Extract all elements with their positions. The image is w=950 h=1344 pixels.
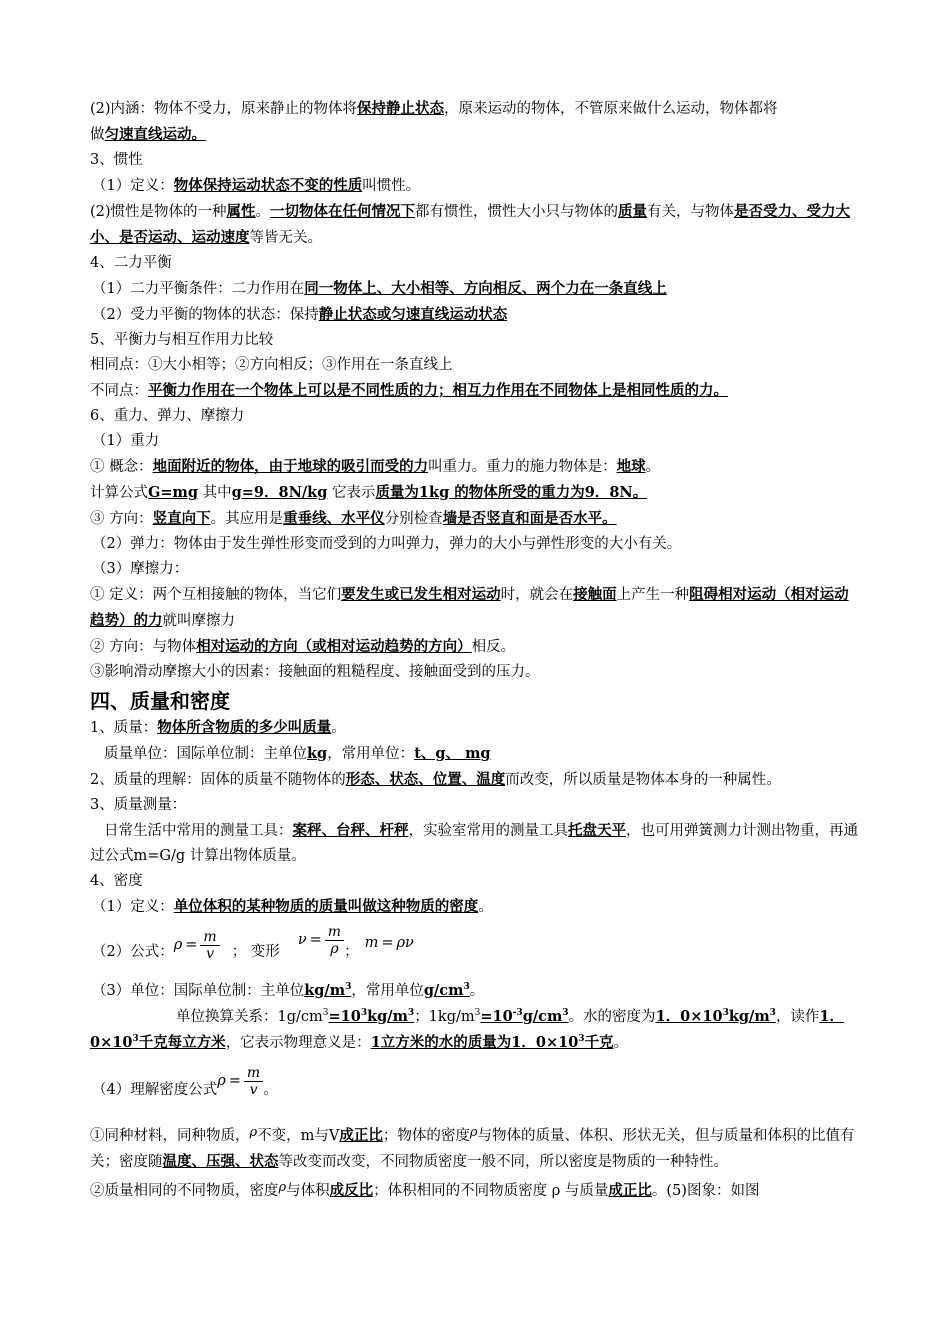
- key-term: 成正比: [608, 1182, 652, 1199]
- section-title-mass-density: 四、质量和密度: [90, 689, 230, 713]
- key-term: 保持静止状态: [357, 100, 445, 117]
- text: kg/m: [304, 982, 346, 999]
- numerator: m: [325, 924, 344, 941]
- text: 。: [478, 899, 493, 915]
- text: ②质量相同的不同物质，密度: [90, 1183, 279, 1199]
- text: ，常用单位：: [327, 746, 415, 762]
- density-units: [90, 978, 862, 1004]
- superscript: 3: [463, 982, 470, 993]
- rho-symbol: ρ: [249, 1125, 258, 1140]
- text: 。(5)图象：如图: [651, 1183, 760, 1199]
- text: ，常用单位: [351, 983, 424, 999]
- fraction: [200, 929, 219, 962]
- key-term: 是否受力、受力大小、是否运动、运动速度: [90, 203, 851, 246]
- friction-factors: ③影响滑动摩擦大小的因素：接触面的粗糙程度、接触面受到的压力。: [90, 664, 540, 680]
- friction-direction: [90, 634, 862, 660]
- text: 叫重力。重力的施力物体是：: [428, 459, 617, 475]
- text: ，实验室常用的测量工具: [408, 823, 568, 839]
- water-density-meaning: [371, 1034, 614, 1051]
- fraction: [244, 1065, 263, 1098]
- text: （2）受力平衡的物体的状态：保持: [92, 307, 319, 323]
- volume-formula: [298, 924, 344, 957]
- text: ； 变形: [231, 943, 280, 960]
- text: （1）定义：: [92, 178, 174, 194]
- friction-heading: （3）摩擦力：: [92, 561, 189, 577]
- unit-g-cm3: [424, 982, 470, 999]
- key-term: 托盘天平: [568, 822, 626, 839]
- gravity-direction: [90, 506, 862, 532]
- text: 1、质量：: [90, 720, 158, 736]
- text: 2、质量的理解：固体的质量不随物体的: [90, 772, 346, 788]
- elastic-force: （2）弹力：物体由于发生弹性形变而受到的力叫弹力，弹力的大小与弹性形变的大小有关。: [92, 536, 682, 552]
- denominator: v: [206, 945, 215, 962]
- density-formula-2: [217, 1065, 263, 1098]
- text: 。水的密度为: [568, 1009, 656, 1025]
- density-formula: [174, 929, 220, 962]
- density-different-material: [90, 1175, 862, 1204]
- key-term: 案秤、台秤、杆秤: [292, 822, 409, 839]
- denominator: v: [249, 1081, 258, 1098]
- superscript: 3: [562, 1008, 569, 1019]
- superscript: 3: [360, 1008, 368, 1019]
- text: ① 概念：: [90, 459, 153, 475]
- text: ；体积相同的不同物质密度 ρ 与质量: [373, 1183, 609, 1199]
- text: ① 定义：两个互相接触的物体，当它们: [90, 587, 342, 603]
- compare-diff: [90, 378, 862, 404]
- heading-forces: 6、重力、弹力、摩擦力: [90, 408, 245, 424]
- text: 而改变，所以质量是物体本身的一种属性。: [505, 772, 781, 788]
- key-term: t、g、 mg: [414, 745, 491, 762]
- key-term: 静止状态或匀速直线运动状态: [318, 306, 508, 323]
- equals-sign: =: [185, 936, 198, 953]
- text: 等皆无关。: [249, 230, 322, 246]
- text: ；: [344, 943, 359, 960]
- heading-compare: 5、平衡力与相互作用力比较: [90, 332, 274, 348]
- superscript: 3: [132, 1034, 139, 1045]
- key-term: 地面附近的物体，由于地球的吸引而受的力: [152, 458, 429, 475]
- water-density: [656, 1008, 776, 1025]
- text: ③ 方向：: [90, 511, 153, 527]
- text: 等改变而改变，不同物质密度一般不同，所以密度是物质的一种特性。: [278, 1154, 728, 1170]
- text: =10: [328, 1008, 361, 1025]
- text: 。: [331, 720, 346, 736]
- key-term: 匀速直线运动。: [104, 126, 206, 143]
- text: 其中: [198, 485, 232, 501]
- key-term: 平衡力作用在一个物体上可以是不同性质的力；相互力作用在不同物体上是相同性质的力。: [148, 382, 728, 399]
- text: 1．0×10: [655, 1008, 723, 1025]
- text: ；物体的密度: [382, 1128, 470, 1144]
- text: 不同点：: [90, 383, 148, 399]
- text: 1．0×10: [90, 1008, 845, 1051]
- text: 。: [255, 204, 271, 220]
- superscript: 3: [769, 1008, 776, 1019]
- text: =10: [480, 1008, 513, 1025]
- key-term: G=mg: [148, 484, 199, 501]
- density-definition: [90, 894, 862, 920]
- mass-formula: [365, 931, 414, 956]
- text: ② 方向：与物体: [90, 639, 197, 655]
- text: 不变，m与V: [257, 1128, 340, 1144]
- density-conversion: [4, 1004, 862, 1056]
- key-term: 阻碍相对运动（相对运动趋势）的力: [90, 586, 849, 629]
- key-term: 接触面: [573, 586, 617, 603]
- key-term: 物体保持运动状态不变的性质: [173, 177, 363, 194]
- unit-kg-m3: [304, 982, 351, 999]
- numerator: m: [244, 1065, 263, 1082]
- volume-symbol: ν: [297, 931, 307, 948]
- key-term: 成正比: [339, 1127, 383, 1144]
- text: （1）二力平衡条件：二力作用在: [92, 281, 305, 297]
- equals-sign: =: [228, 1072, 241, 1089]
- text: 做: [90, 127, 105, 143]
- mass-definition: [90, 715, 862, 741]
- rho-symbol: ρ: [173, 936, 183, 953]
- text: 1立方米的水的质量为1．0×10: [370, 1034, 579, 1051]
- inertia-connotation-line-2: [90, 122, 862, 148]
- text: (2)内涵：物体不受力，原来静止的物体将: [90, 101, 358, 117]
- key-term: 形态、状态、位置、温度: [345, 771, 506, 788]
- key-term: 相对运动的方向（或相对运动趋势的方向）: [196, 638, 472, 655]
- superscript: 3: [407, 1008, 415, 1019]
- density-heading: 4、密度: [90, 873, 143, 889]
- text: 它表示: [327, 485, 376, 501]
- text: ，也可用弹簧测力计测出物重，再通过公式m=G/g 计算出物体质量。: [90, 823, 858, 864]
- text: ，读作: [775, 1009, 820, 1025]
- text: ①同种材料，同种物质，: [90, 1128, 250, 1144]
- compare-same: 相同点：①大小相等；②方向相反；③作用在一条直线上: [90, 357, 453, 373]
- key-term: 温度、压强、状态: [162, 1153, 279, 1170]
- mass-units: [90, 741, 862, 767]
- key-term: 单位体积的某种物质的质量叫做这种物质的密度: [173, 898, 479, 915]
- text: g/cm: [522, 1008, 563, 1025]
- density-same-material: [90, 1120, 862, 1175]
- key-term: 重垂线、水平仪: [283, 510, 385, 527]
- text: 千克: [584, 1034, 614, 1051]
- key-term: 地球: [616, 458, 646, 475]
- text: ；1kg/m: [414, 1009, 475, 1025]
- key-term: 质量为1kg 的物体所受的重力为9．8N。: [375, 484, 648, 501]
- numerator: m: [200, 929, 219, 946]
- text: 分别检查: [384, 511, 443, 527]
- key-term: 物体所含物质的多少叫质量: [157, 719, 332, 736]
- text: ，它表示物理意义是：: [225, 1035, 371, 1051]
- mass-measure-heading: 3、质量测量：: [90, 797, 187, 813]
- text: kg/m: [728, 1008, 770, 1025]
- conversion-1: [329, 1008, 415, 1025]
- balance-condition: [90, 276, 862, 302]
- rho-symbol: ρ: [217, 1072, 226, 1089]
- superscript: 3: [345, 982, 352, 993]
- superscript: 3: [322, 1008, 329, 1019]
- text: （3）单位：国际单位制：主单位: [92, 983, 305, 999]
- text: 单位换算关系：1g/cm: [176, 1009, 323, 1025]
- superscript: -3: [512, 1008, 523, 1019]
- key-term: kg: [307, 745, 328, 762]
- inertia-connotation-line: [90, 96, 862, 122]
- equals-sign: =: [381, 934, 394, 951]
- text: 。: [613, 1035, 629, 1051]
- mass-symbol: m: [364, 934, 379, 951]
- text: 日常生活中常用的测量工具：: [104, 823, 293, 839]
- inertia-definition: [90, 173, 862, 199]
- key-term: g=9．8N/kg: [231, 484, 328, 501]
- key-term: 属性: [226, 203, 256, 220]
- text: 叫惯性。: [362, 178, 421, 194]
- text: （1）定义：: [92, 899, 174, 915]
- balance-state: [90, 302, 862, 328]
- text: （4）理解密度公式: [92, 1081, 218, 1098]
- key-term: 墙是否竖直和面是否水平。: [442, 510, 617, 527]
- superscript: 3: [578, 1034, 585, 1045]
- gravity-formula: [90, 480, 862, 506]
- text: kg/m: [367, 1008, 408, 1025]
- rho-v: ρν: [396, 934, 414, 951]
- equals-sign: =: [309, 931, 322, 948]
- text: 。: [469, 983, 485, 999]
- rho-symbol: ρ: [278, 1180, 287, 1195]
- text: 就叫摩擦力: [162, 613, 235, 629]
- text: 时，就会在: [500, 587, 574, 603]
- text: 。: [645, 459, 661, 475]
- text: (2)惯性是物体的一种: [90, 204, 227, 220]
- text: 与物体的质量、体积、形状无关，但与质量和体积的比值有关；密度随: [90, 1128, 855, 1170]
- fraction: [325, 924, 344, 957]
- text: 千克每立方米: [138, 1034, 226, 1051]
- superscript: 3: [722, 1008, 729, 1019]
- text: 。: [263, 1081, 278, 1098]
- heading-inertia: 3、惯性: [90, 152, 143, 168]
- text: 计算公式: [90, 485, 148, 501]
- gravity-heading: （1）重力: [92, 433, 160, 449]
- conversion-2: [480, 1008, 568, 1025]
- superscript: 3: [474, 1008, 481, 1019]
- text: 质量单位：国际单位制：主单位: [104, 746, 307, 762]
- rho-symbol: ρ: [469, 1125, 478, 1140]
- text: 有关，与物体: [647, 204, 735, 220]
- key-term: 一切物体在任何情况下: [270, 203, 416, 220]
- denominator: ρ: [330, 940, 339, 957]
- key-term: 质量: [618, 203, 648, 220]
- text: 。其应用是: [210, 511, 284, 527]
- text: ，原来运动的物体，不管原来做什么运动，物体都将: [444, 101, 778, 117]
- key-term: 要发生或已发生相对运动: [341, 586, 501, 603]
- mass-measure-tools: [90, 818, 862, 869]
- density-formula-row: [90, 920, 862, 970]
- key-term: 成反比: [329, 1182, 374, 1199]
- text: 与体积: [286, 1183, 330, 1199]
- heading-balance: 4、二力平衡: [90, 255, 172, 271]
- text: （2）公式：: [92, 943, 174, 960]
- mass-understanding: [90, 767, 862, 793]
- inertia-property-paragraph: [90, 199, 862, 251]
- friction-definition: [90, 582, 862, 634]
- key-term: 竖直向下: [152, 510, 211, 527]
- key-term: 同一物体上、大小相等、方向相反、两个力在一条直线上: [304, 280, 667, 297]
- gravity-concept: [90, 454, 862, 480]
- document-page: [90, 96, 862, 1204]
- text: g/cm: [423, 982, 464, 999]
- text: 相反。: [471, 639, 516, 655]
- text: 都有惯性，惯性大小只与物体的: [415, 204, 619, 220]
- text: 上产生一种: [616, 587, 690, 603]
- density-understand-row: [90, 1062, 862, 1106]
